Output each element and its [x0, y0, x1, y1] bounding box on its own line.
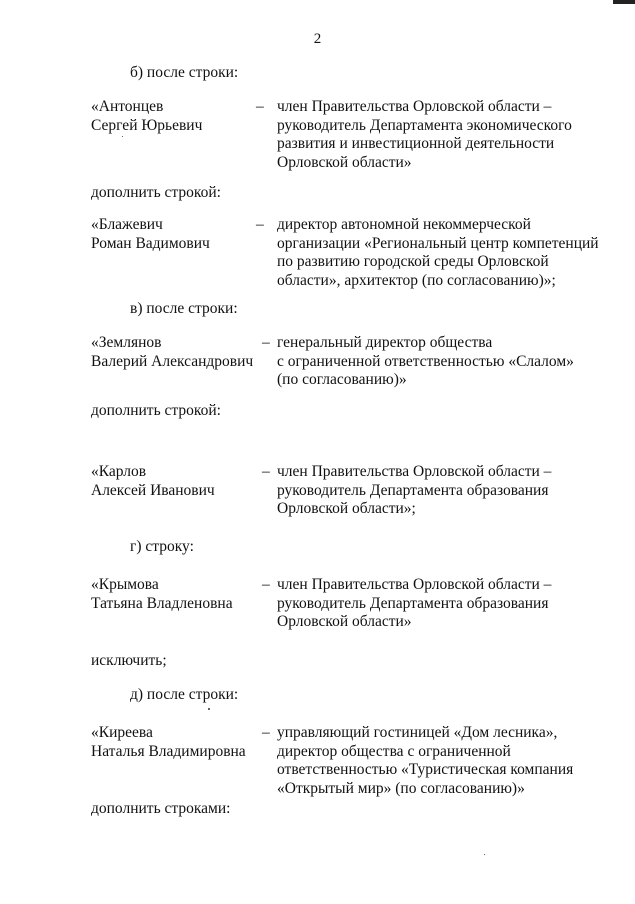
- entry-name: [91, 463, 215, 500]
- name-line: «Крымова: [91, 576, 159, 593]
- name-line: Татьяна Владленовна: [91, 594, 233, 612]
- entry-name: [91, 334, 253, 371]
- name-line: Валерий Александрович: [91, 352, 254, 370]
- desc-line: Орловской области»: [277, 153, 412, 171]
- entry-name: [91, 576, 233, 613]
- instruction-add-3: дополнить строками:: [91, 800, 231, 817]
- entry-name: [91, 724, 246, 761]
- entry-name: [91, 98, 202, 135]
- desc-line: член Правительства Орловской области –: [277, 463, 552, 480]
- entry-description: [277, 724, 622, 798]
- entry-name: [91, 216, 210, 253]
- entry-description: [277, 576, 622, 632]
- desc-line: Орловской области»;: [277, 500, 416, 518]
- scan-edge-mark: [613, 0, 635, 4]
- instruction-exclude: исключить;: [91, 652, 167, 669]
- scan-speck: [122, 136, 123, 137]
- entry-dash: –: [262, 463, 270, 480]
- scan-speck: [208, 708, 210, 710]
- instruction-g: г) строку:: [130, 538, 194, 555]
- desc-line: области», архитектор (по согласованию)»;: [277, 271, 556, 289]
- name-line: Сергей Юрьевич: [91, 116, 203, 134]
- instruction-d: д) после строки:: [130, 686, 239, 703]
- instruction-add-1: дополнить строкой:: [91, 184, 221, 201]
- desc-line: организации «Региональный центр компетенций: [277, 234, 599, 252]
- desc-line: член Правительства Орловской области –: [277, 576, 552, 593]
- name-line: «Землянов: [91, 334, 162, 351]
- instruction-add-2: дополнить строкой:: [91, 402, 221, 419]
- entry-dash: –: [262, 334, 270, 351]
- desc-line: ответственностью «Туристическая компания: [277, 761, 574, 779]
- entry-dash: –: [256, 216, 264, 233]
- desc-line: руководитель Департамента экономического: [277, 116, 572, 134]
- desc-line: по развитию городской среды Орловской: [277, 253, 549, 271]
- instruction-v: в) после строки:: [130, 300, 238, 317]
- name-line: Алексей Иванович: [91, 481, 215, 499]
- entry-description: [277, 216, 622, 290]
- scan-speck: [484, 854, 485, 855]
- entry-description: [277, 334, 622, 390]
- name-line: «Антонцев: [91, 98, 164, 115]
- page-number: 2: [313, 31, 322, 47]
- desc-line: руководитель Департамента образования: [277, 481, 549, 499]
- instruction-b: б) после строки:: [130, 64, 239, 81]
- entry-description: [277, 463, 622, 519]
- name-line: «Блажевич: [91, 216, 163, 233]
- desc-line: (по согласованию)»: [277, 371, 407, 389]
- desc-line: развития и инвестиционной деятельности: [277, 135, 555, 153]
- entry-dash: –: [256, 98, 264, 115]
- name-line: «Киреева: [91, 724, 153, 741]
- entry-dash: –: [262, 724, 270, 741]
- desc-line: член Правительства Орловской области –: [277, 98, 552, 115]
- desc-line: директор общества с ограниченной: [277, 742, 511, 760]
- entry-description: [277, 98, 622, 172]
- name-line: Наталья Владимировна: [91, 742, 246, 760]
- desc-line: руководитель Департамента образования: [277, 594, 549, 612]
- desc-line: управляющий гостиницей «Дом лесника»,: [277, 724, 558, 741]
- desc-line: Орловской области»: [277, 613, 412, 631]
- name-line: Роман Вадимович: [91, 234, 210, 252]
- desc-line: директор автономной некоммерческой: [277, 216, 531, 233]
- entry-dash: –: [262, 576, 270, 593]
- desc-line: с ограниченной ответственностью «Слалом»: [277, 352, 574, 370]
- name-line: «Карлов: [91, 463, 147, 480]
- desc-line: «Открытый мир» (по согласованию)»: [277, 779, 525, 797]
- desc-line: генеральный директор общества: [277, 334, 493, 351]
